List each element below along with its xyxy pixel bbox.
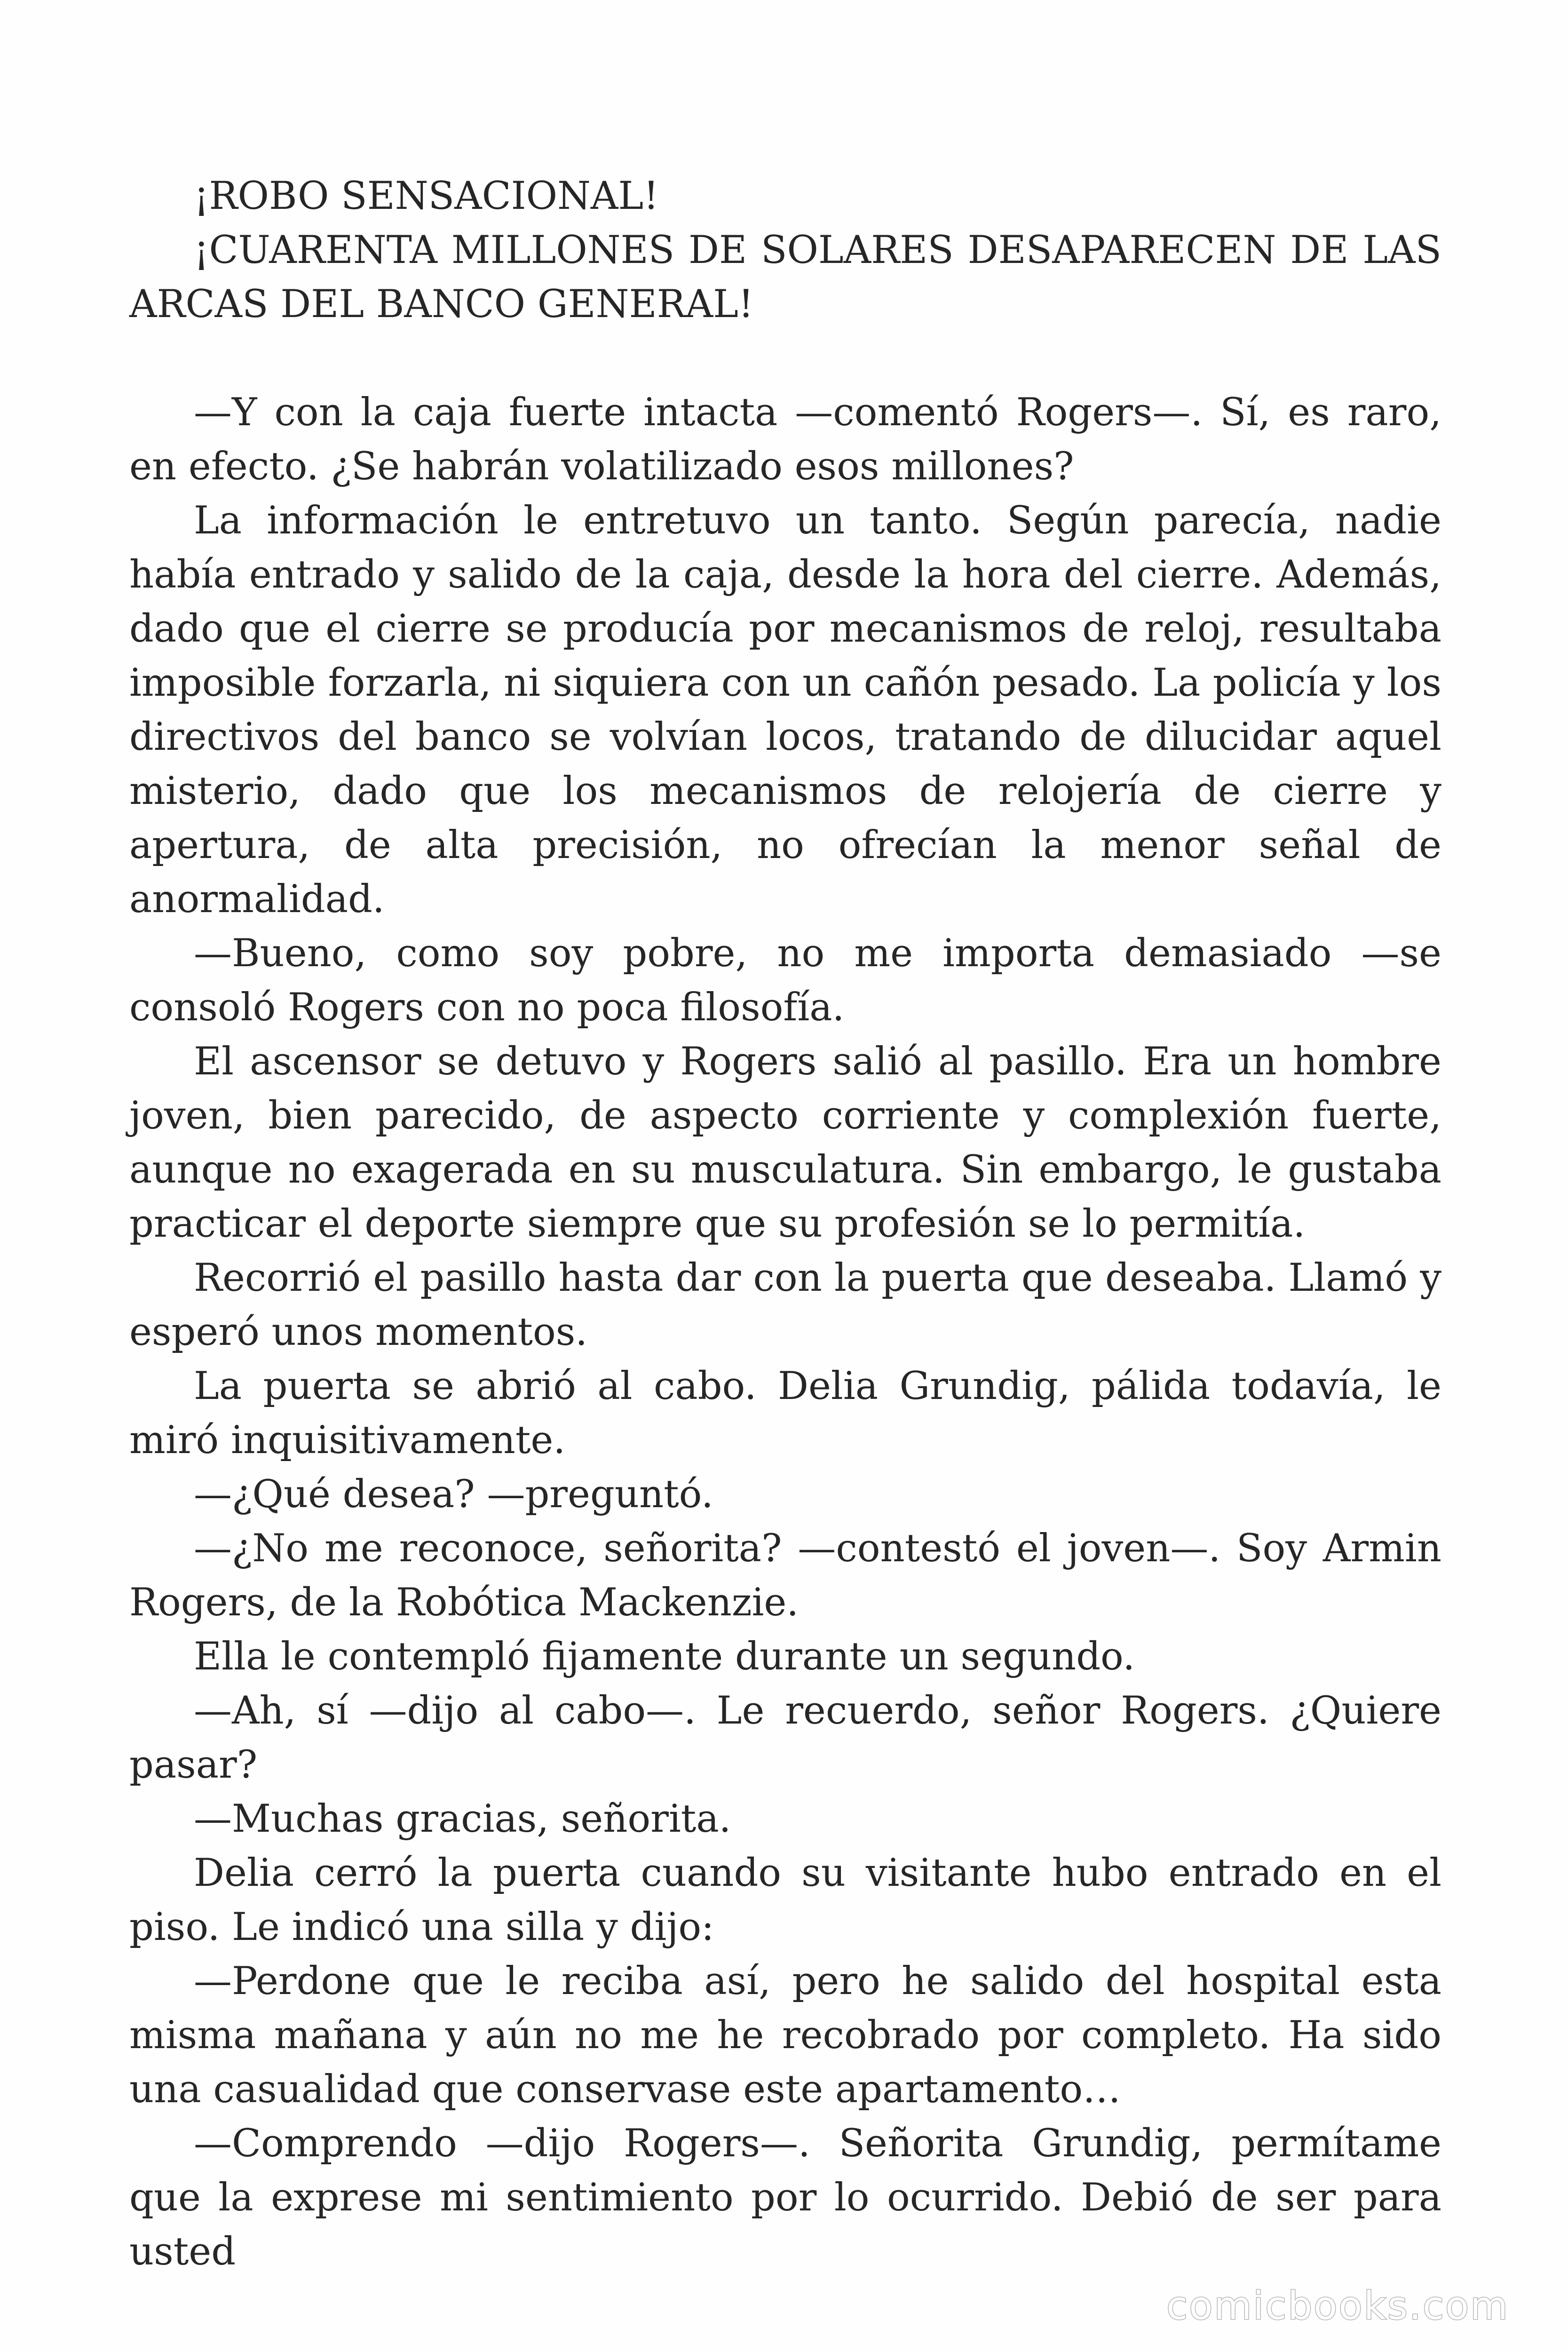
paragraph: —¿Qué desea? —preguntó. bbox=[194, 1472, 713, 1517]
headline-line-1: ¡ROBO SENSACIONAL! bbox=[194, 174, 659, 218]
paragraph: El ascensor se detuvo y Rogers salió al pasillo. Era un hombre joven, bien parecido, de aspecto corriente y complexión fuerte, aunque no exagerada en su musculatura. Sin embargo, le gustaba practicar el deporte siempre que su profesión se lo permitía. bbox=[129, 1040, 1441, 1246]
paragraph: —Muchas gracias, señorita. bbox=[194, 1797, 731, 1841]
watermark: comicbooks.com bbox=[1166, 2284, 1509, 2328]
paragraph: —Comprendo —dijo Rogers—. Señorita Grundig, permítame que la exprese mi sentimiento por lo ocurrido. Debió de ser para usted bbox=[129, 2122, 1441, 2274]
paragraph: La información le entretuvo un tanto. Según parecía, nadie había entrado y salido de la caja, desde la hora del cierre. Además, dado que el cierre se producía por mecanismos de reloj, resultaba imposible forzarla, ni siquiera con un cañón pesado. La policía y los directivos del banco se volvían locos, tratando de dilucidar aquel misterio, dado que los mecanismos de relojería de cierre y apertura, de alta precisión, no ofrecían la menor señal de anormalidad. bbox=[129, 499, 1441, 922]
paragraph: —Ah, sí —dijo al cabo—. Le recuerdo, señor Rogers. ¿Quiere pasar? bbox=[129, 1689, 1441, 1787]
paragraph: —¿No me reconoce, señorita? —contestó el joven—. Soy Armin Rogers, de la Robótica Mackenzie. bbox=[129, 1526, 1441, 1625]
paragraph: Delia cerró la puerta cuando su visitante hubo entrado en el piso. Le indicó una silla y dijo: bbox=[129, 1851, 1441, 1949]
paragraph: —Bueno, como soy pobre, no me importa demasiado —se consoló Rogers con no poca filosofía. bbox=[129, 931, 1441, 1030]
headline-line-2: ¡CUARENTA MILLONES DE SOLARES DESAPARECEN DE LAS ARCAS DEL BANCO GENERAL! bbox=[129, 228, 1441, 326]
paragraph: —Perdone que le reciba así, pero he salido del hospital esta misma mañana y aún no me he recobrado por completo. Ha sido una casualidad que conservase este apartamento… bbox=[129, 1959, 1441, 2112]
paragraph: Ella le contempló fijamente durante un segundo. bbox=[194, 1635, 1135, 1679]
section-break bbox=[129, 332, 1441, 386]
paragraph: La puerta se abrió al cabo. Delia Grundig, pálida todavía, le miró inquisitivamente. bbox=[129, 1364, 1441, 1462]
page-body bbox=[129, 169, 1441, 2279]
paragraph: —Y con la caja fuerte intacta —comentó Rogers—. Sí, es raro, en efecto. ¿Se habrán volatilizado esos millones? bbox=[129, 390, 1441, 489]
paragraph: Recorrió el pasillo hasta dar con la puerta que deseaba. Llamó y esperó unos momentos. bbox=[129, 1256, 1441, 1354]
